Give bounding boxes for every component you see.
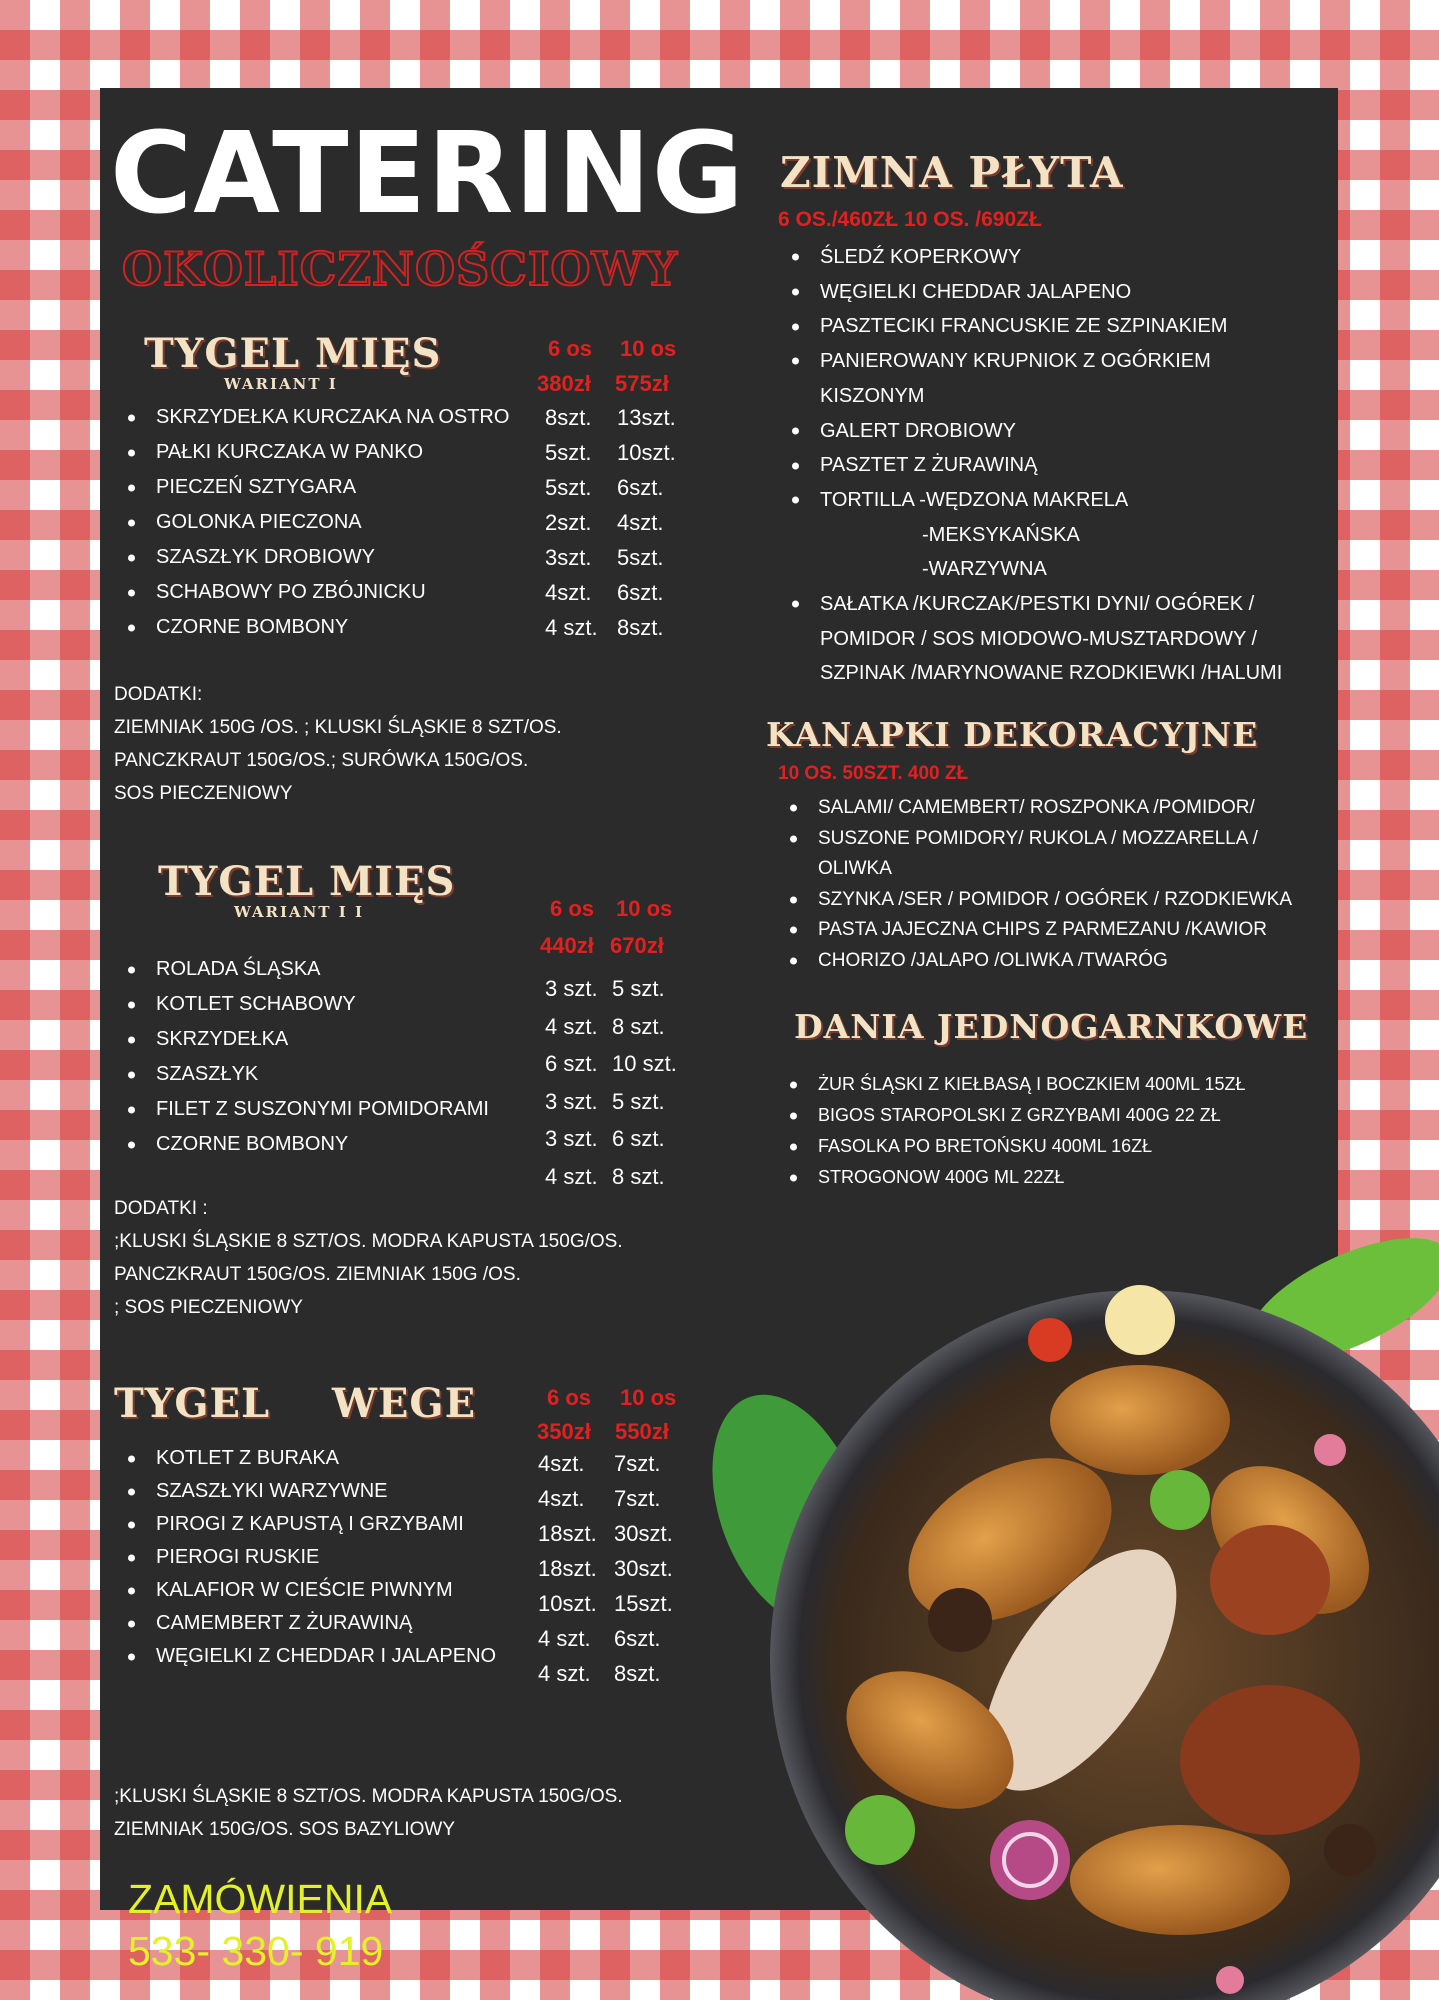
onion <box>1105 1285 1175 1355</box>
pork-knuckle <box>1180 1685 1360 1835</box>
tygel1-qty-6-col <box>545 400 598 645</box>
lettuce <box>845 1795 915 1865</box>
qty-10: 6 szt. <box>612 1126 665 1151</box>
tygel2-list <box>124 952 489 1162</box>
list-item: CAMEMBERT Z ŻURAWINĄ <box>124 1607 496 1640</box>
qty-10: 30szt. <box>614 1556 673 1581</box>
qty-6: 4 szt. <box>545 1163 598 1189</box>
list-item: GOLONKA PIECZONA <box>124 505 509 540</box>
qty-10: 7szt. <box>614 1451 661 1476</box>
list-item: ŚLEDŹ KOPERKOWY <box>788 240 1282 275</box>
extras-line: ZIEMNIAK 150G /OS. ; KLUSKI ŚLĄSKIE 8 SZT/OS. <box>114 717 562 738</box>
qty-6: 4 szt. <box>538 1626 591 1651</box>
list-item: KOTLET Z BURAKA <box>124 1442 496 1475</box>
tygel3-price-10: 550zł <box>615 1419 669 1444</box>
extras-line: PANCZKRAUT 150G/OS.; SURÓWKA 150G/OS. <box>114 750 529 771</box>
tygel3-list <box>124 1442 496 1673</box>
phone-number[interactable]: 533- 330- 919 <box>128 1928 384 1974</box>
list-item: PASZTET Z ŻURAWINĄ <box>788 448 1282 483</box>
dania-heading: DANIA JEDNOGARNKOWE <box>794 1007 1309 1046</box>
radish <box>1216 1966 1244 1994</box>
qty-6: 5szt. <box>545 440 592 465</box>
list-item-continued: -WARZYWNA <box>922 558 1047 581</box>
tygel2-head-6: 6 os <box>550 896 595 921</box>
zimna-price: 6 OS./460ZŁ 10 OS. /690ZŁ <box>778 208 1042 231</box>
extras-line: ;KLUSKI ŚLĄSKIE 8 SZT/OS. MODRA KAPUSTA 150G/OS. <box>114 1231 623 1252</box>
list-item: KOTLET SCHABOWY <box>124 987 489 1022</box>
qty-10: 5 szt. <box>612 1088 665 1114</box>
tygel1-heading: TYGEL MIĘS <box>144 330 442 377</box>
pork-knuckle <box>1210 1525 1330 1635</box>
qty-6: 3 szt. <box>545 976 598 1001</box>
tygel3-head-10: 10 os <box>620 1385 677 1410</box>
pepper <box>1028 1318 1072 1362</box>
list-item: SZASZŁYK <box>124 1057 489 1092</box>
tygel1-price-6: 380zł <box>537 371 591 396</box>
list-item: ŻUR ŚLĄSKI Z KIEŁBASĄ I BOCZKIEM 400ML 15ZŁ <box>786 1069 1245 1100</box>
qty-6: 3szt. <box>545 545 592 570</box>
list-item: SKRZYDEŁKA KURCZAKA NA OSTRO <box>124 400 509 435</box>
extras-line: DODATKI : <box>114 1198 208 1219</box>
qty-6: 3 szt. <box>545 1126 598 1151</box>
list-item: SKRZYDEŁKA <box>124 1022 489 1057</box>
list-item: FILET Z SUSZONYMI POMIDORAMI <box>124 1092 489 1127</box>
qty-6: 4 szt. <box>545 615 598 640</box>
list-item: PASTA JAJECZNA CHIPS Z PARMEZANU /KAWIOR <box>786 915 1292 946</box>
tygel1-list <box>124 400 509 645</box>
qty-10: 4szt. <box>617 510 664 535</box>
list-item: CZORNE BOMBONY <box>124 1127 489 1162</box>
list-item: SCHABOWY PO ZBÓJNICKU <box>124 575 509 610</box>
list-item: ROLADA ŚLĄSKA <box>124 952 489 987</box>
qty-10: 6szt. <box>614 1626 661 1651</box>
tygel2-qty-6-col <box>545 970 598 1195</box>
qty-10: 7szt. <box>614 1486 661 1511</box>
qty-10: 10 szt. <box>612 1051 677 1076</box>
list-item: SZYNKA /SER / POMIDOR / OGÓREK / RZODKIEWKA <box>786 885 1292 916</box>
list-item: SAŁATKA /KURCZAK/PESTKI DYNI/ OGÓREK / <box>788 587 1282 622</box>
list-item: TORTILLA -WĘDZONA MAKRELA <box>788 483 1282 518</box>
list-item: PASZTECIKI FRANCUSKIE ZE SZPINAKIEM <box>788 309 1282 344</box>
qty-10: 8szt. <box>614 1661 661 1686</box>
list-item: PIECZEŃ SZTYGARA <box>124 470 509 505</box>
qty-10: 13szt. <box>617 405 676 430</box>
tygel1-qty-10-col <box>617 400 676 645</box>
qty-6: 4 szt. <box>545 1013 598 1039</box>
kanapki-price: 10 OS. 50SZT. 400 ZŁ <box>778 763 969 784</box>
qty-6: 8szt. <box>545 405 592 430</box>
qty-10: 10szt. <box>617 440 676 465</box>
dania-list <box>786 1069 1245 1193</box>
extras-line: ; SOS PIECZENIOWY <box>114 1297 303 1318</box>
food-platter-photo <box>710 1240 1439 2000</box>
list-item: SALAMI/ CAMEMBERT/ ROSZPONKA /POMIDOR/ <box>786 793 1292 824</box>
extras-line: DODATKI: <box>114 684 203 705</box>
list-item: PIEROGI RUSKIE <box>124 1541 496 1574</box>
qty-10: 30szt. <box>614 1521 673 1546</box>
tygel1-head-10: 10 os <box>620 336 677 361</box>
tygel2-extras <box>114 1192 623 1324</box>
kanapki-list <box>786 793 1292 976</box>
list-item: WĘGIELKI CHEDDAR JALAPENO <box>788 275 1282 310</box>
qty-6: 4szt. <box>538 1486 585 1511</box>
qty-10: 5 szt. <box>612 976 665 1001</box>
list-item: SZASZŁYKI WARZYWNE <box>124 1475 496 1508</box>
black-pudding <box>1324 1824 1376 1876</box>
tygel3-qty-6-col <box>538 1446 597 1691</box>
order-label: ZAMÓWIENIA <box>128 1876 393 1922</box>
tygel3-heading-b: WEGE <box>332 1380 477 1427</box>
list-item-continued: -MEKSYKAŃSKA <box>922 523 1080 546</box>
tygel3-heading-a: TYGEL <box>114 1380 271 1427</box>
list-item-continued: SZPINAK /MARYNOWANE RZODKIEWKI /HALUMI <box>820 662 1283 685</box>
page-title: CATERING <box>110 109 745 239</box>
qty-6: 10szt. <box>538 1591 597 1616</box>
tygel3-price-6: 350zł <box>537 1419 591 1444</box>
zimna-list <box>788 240 1282 691</box>
tygel1-variant: WARIANT I <box>224 375 338 393</box>
tygel3-qty-10-col <box>614 1446 673 1691</box>
list-item-continued: OLIWKA <box>818 858 892 879</box>
list-item: CZORNE BOMBONY <box>124 610 509 645</box>
list-item: PANIEROWANY KRUPNIOK Z OGÓRKIEM <box>788 344 1282 379</box>
qty-10: 8 szt. <box>612 1013 665 1039</box>
breaded-chicken <box>1070 1825 1290 1935</box>
qty-10: 8 szt. <box>612 1163 665 1189</box>
list-item: SZASZŁYK DROBIOWY <box>124 540 509 575</box>
list-item: SUSZONE POMIDORY/ RUKOLA / MOZZARELLA / <box>786 824 1292 855</box>
qty-6: 18szt. <box>538 1521 597 1546</box>
list-item: GALERT DROBIOWY <box>788 414 1282 449</box>
lettuce <box>1150 1470 1210 1530</box>
qty-6: 4szt. <box>545 580 592 605</box>
list-item-continued: KISZONYM <box>820 384 925 407</box>
qty-10: 15szt. <box>614 1591 673 1616</box>
qty-10: 6szt. <box>617 475 664 500</box>
tygel3-head-6: 6 os <box>547 1385 592 1410</box>
extras-line: PANCZKRAUT 150G/OS. ZIEMNIAK 150G /OS. <box>114 1264 521 1285</box>
qty-6: 18szt. <box>538 1556 597 1581</box>
page-subtitle: OKOLICZNOŚCIOWY <box>122 242 678 296</box>
chicken-drumstick <box>1050 1365 1230 1475</box>
tygel2-price-10: 670zł <box>610 933 664 958</box>
tygel1-extras <box>114 678 562 810</box>
qty-6: 5szt. <box>545 475 592 500</box>
qty-10: 5szt. <box>617 545 664 570</box>
black-pudding <box>928 1588 992 1652</box>
list-item: CHORIZO /JALAPO /OLIWKA /TWARÓG <box>786 946 1292 977</box>
tygel2-qty-10-col <box>612 970 677 1195</box>
list-item: PAŁKI KURCZAKA W PANKO <box>124 435 509 470</box>
qty-6: 4 szt. <box>538 1661 591 1686</box>
tygel2-heading: TYGEL MIĘS <box>158 858 456 905</box>
extras-line: ZIEMNIAK 150G/OS. SOS BAZYLIOWY <box>114 1819 456 1840</box>
list-item-continued: POMIDOR / SOS MIODOWO-MUSZTARDOWY / <box>820 627 1258 650</box>
list-item: FASOLKA PO BRETOŃSKU 400ML 16ZŁ <box>786 1131 1245 1162</box>
qty-6: 6 szt. <box>545 1051 598 1076</box>
tygel1-head-6: 6 os <box>548 336 593 361</box>
extras-line: SOS PIECZENIOWY <box>114 783 293 804</box>
tygel2-head-10: 10 os <box>616 896 673 921</box>
qty-10: 6szt. <box>617 580 664 605</box>
qty-6: 3 szt. <box>545 1088 598 1114</box>
list-item: STROGONOW 400G ML 22ZŁ <box>786 1162 1245 1193</box>
tygel2-variant: WARIANT I I <box>234 903 364 921</box>
tygel2-price-6: 440zł <box>540 933 594 958</box>
extras-line: ;KLUSKI ŚLĄSKIE 8 SZT/OS. MODRA KAPUSTA 150G/OS. <box>114 1786 623 1807</box>
list-item: BIGOS STAROPOLSKI Z GRZYBAMI 400G 22 ZŁ <box>786 1100 1245 1131</box>
zimna-heading: ZIMNA PŁYTA <box>780 148 1124 197</box>
qty-10: 8szt. <box>617 615 664 640</box>
list-item: KALAFIOR W CIEŚCIE PIWNYM <box>124 1574 496 1607</box>
qty-6: 2szt. <box>545 510 592 535</box>
list-item: WĘGIELKI Z CHEDDAR I JALAPENO <box>124 1640 496 1673</box>
radish <box>1314 1434 1346 1466</box>
kanapki-heading: KANAPKI DEKORACYJNE <box>766 715 1259 754</box>
list-item: PIROGI Z KAPUSTĄ I GRZYBAMI <box>124 1508 496 1541</box>
qty-6: 4szt. <box>538 1451 585 1476</box>
tygel3-extras <box>114 1780 623 1846</box>
tygel1-price-10: 575zł <box>615 371 669 396</box>
